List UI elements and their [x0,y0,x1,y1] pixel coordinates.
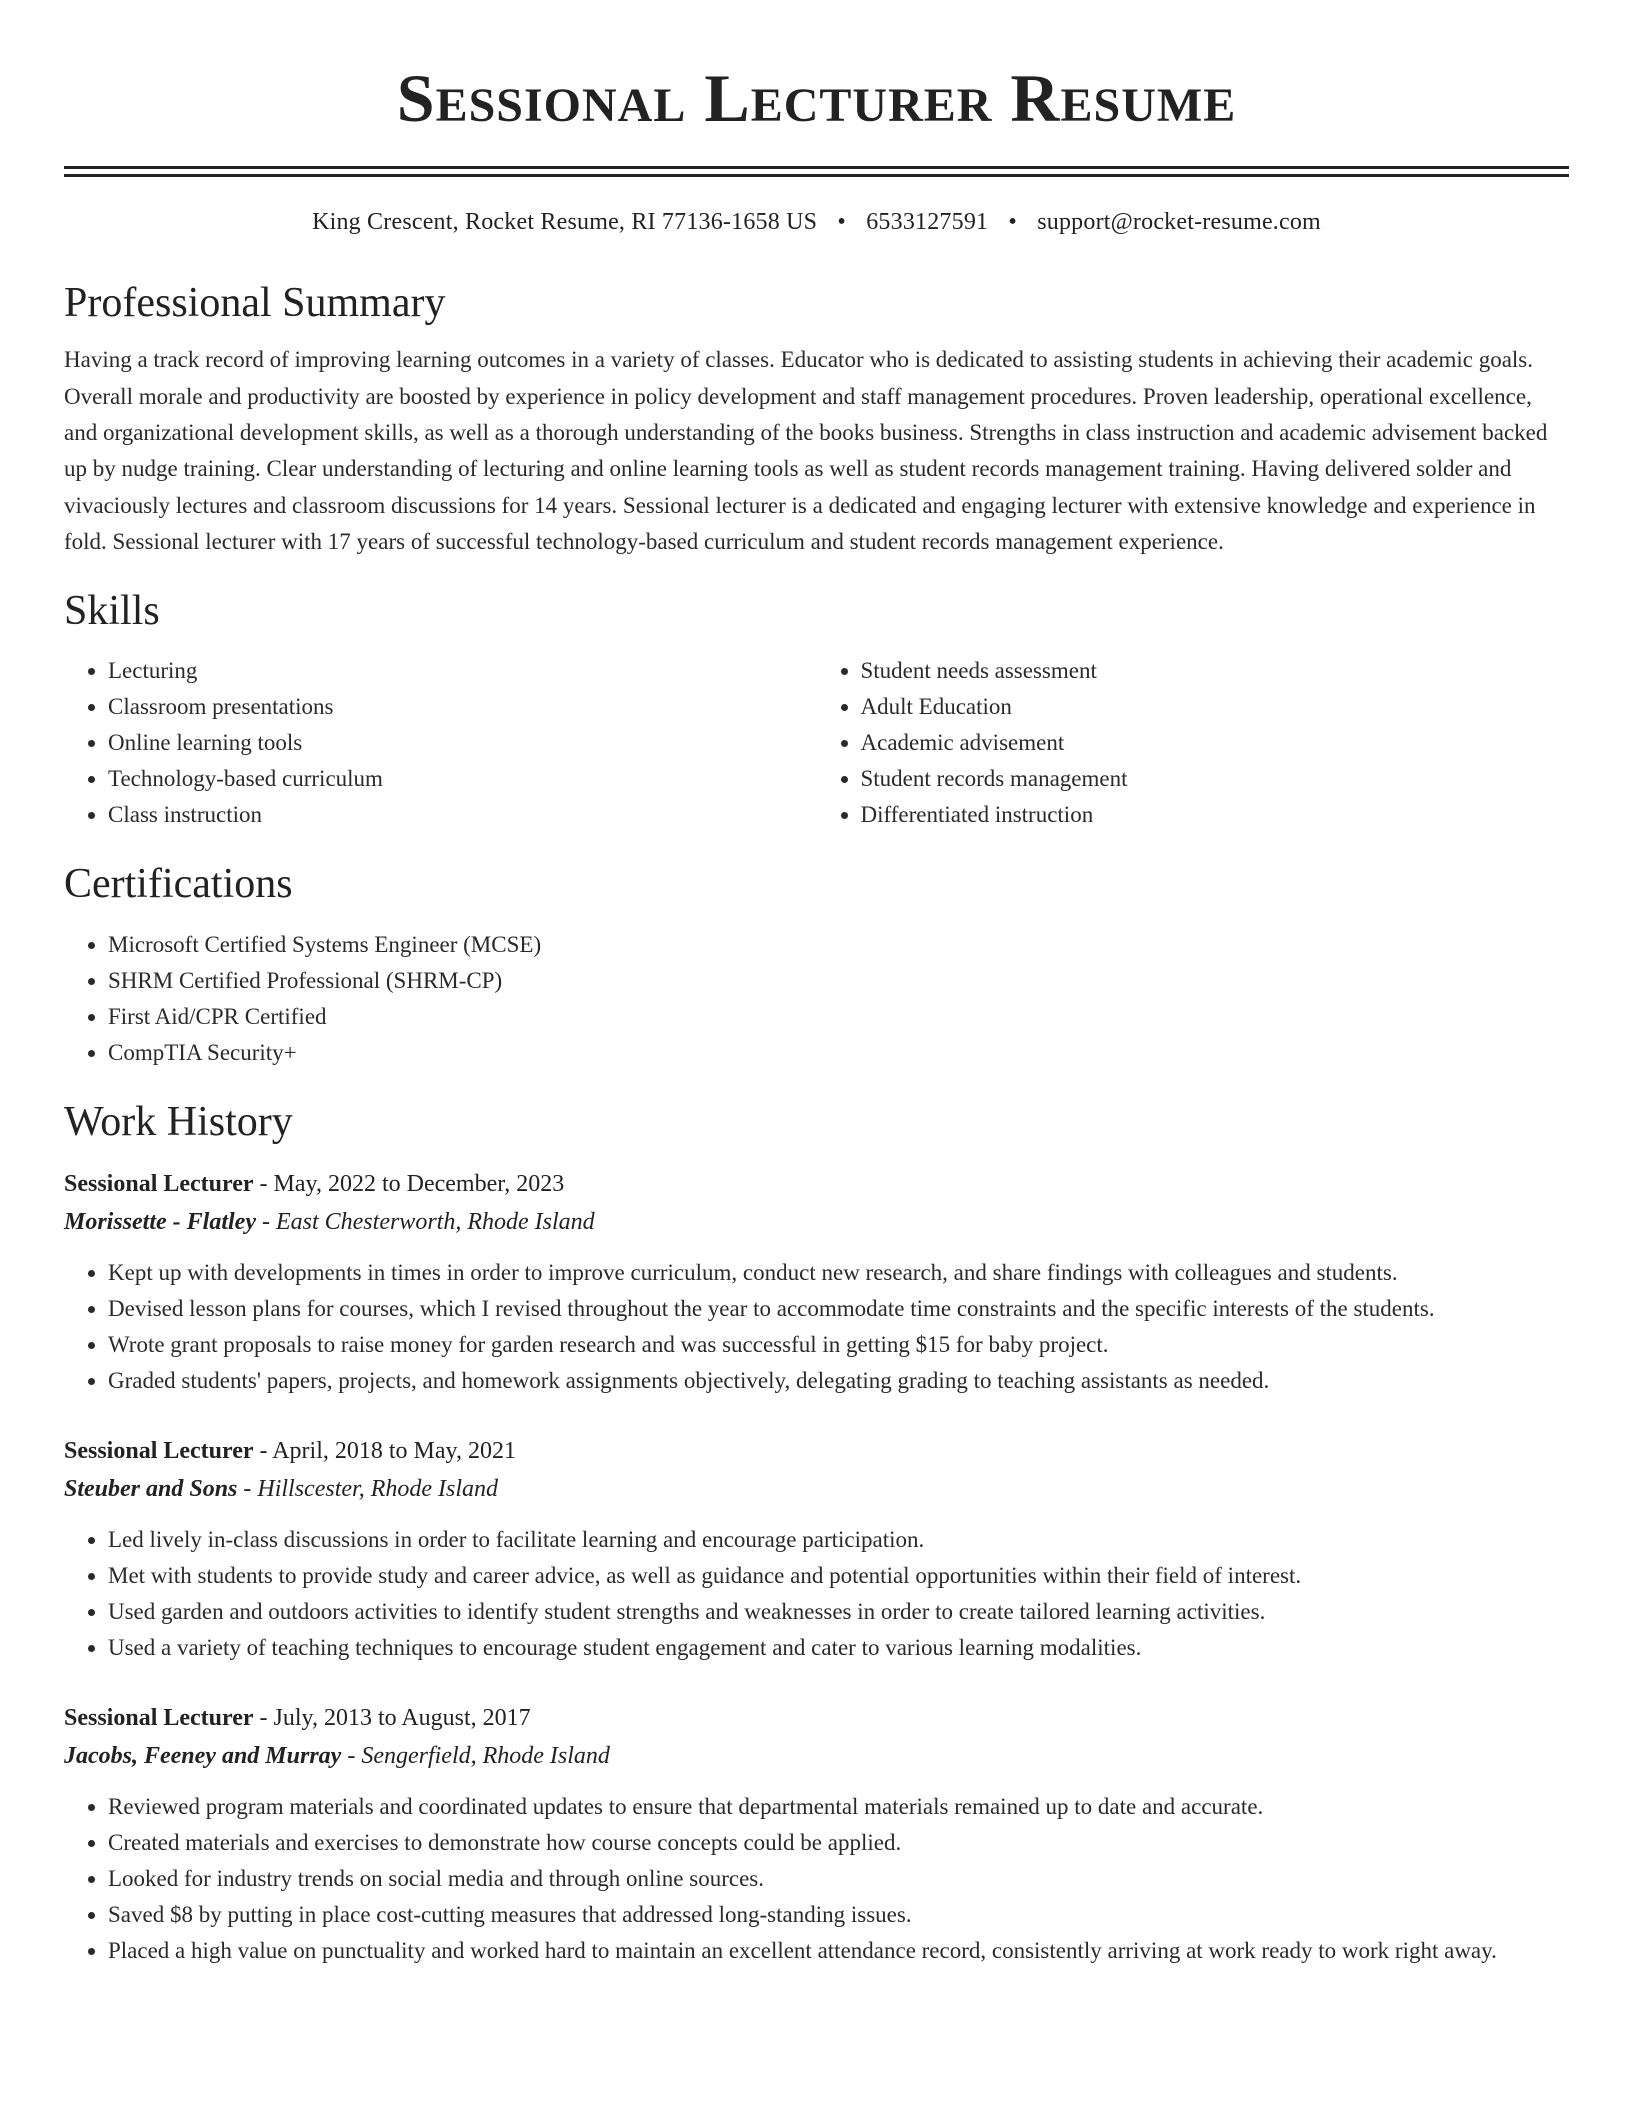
job-bullets [64,1789,1569,1969]
summary-text: Having a track record of improving learning outcomes in a variety of classes. Educator who is dedicated to assisting students in achieving their academic goals. Overall morale and productivity are boosted by experience in policy development and staff management procedures. Proven leadership, operational excellence, and organizational development skills, as well as a thorough understanding of the books business. Strengths in class instruction and academic advisement backed up by nudge training. Clear understanding of lecturing and online learning tools as well as student records management training. Having delivered solder and vivaciously lectures and classroom discussions for 14 years. Sessional lecturer is a dedicated and engaging lecturer with extensive knowledge and experience in fold. Sessional lecturer with 17 years of successful technology-based curriculum and student records management experience. [64,347,1548,554]
certification-item: • CompTIA Security+ [108,1035,1569,1071]
skill-item: • Student records management [861,761,1570,797]
skills-column-right [817,653,1570,833]
contact-line [64,209,1569,236]
job-bullet: • Wrote grant proposals to raise money for garden research and was successful in getting $15 for baby project. [108,1327,1569,1363]
skill-item: • Differentiated instruction [861,797,1570,833]
skill-item: • Online learning tools [108,725,817,761]
job-title-line [64,1165,1569,1203]
job-bullet: • Created materials and exercises to demonstrate how course concepts could be applied. [108,1825,1569,1861]
contact-separator: • [1008,209,1018,235]
skill-item: • Student needs assessment [861,653,1570,689]
certification-item: • First Aid/CPR Certified [108,999,1569,1035]
job-dates: - May, 2022 to December, 2023 [253,1171,565,1198]
job-entry [64,1165,1569,1399]
job-bullet: • Graded students' papers, projects, and homework assignments objectively, delegating grading to teaching assistants as needed. [108,1363,1569,1399]
job-title-line [64,1699,1569,1737]
job-role: Sessional Lecturer [64,1171,254,1198]
job-bullet: • Met with students to provide study and career advice, as well as guidance and potential opportunities within their field of interest. [108,1558,1569,1594]
contact-email: support@rocket-resume.com [1037,209,1321,235]
certification-item: • SHRM Certified Professional (SHRM-CP) [108,963,1569,999]
skill-item: • Lecturing [108,653,817,689]
job-bullet: • Placed a high value on punctuality and worked hard to maintain an excellent attendance record, consistently arriving at work ready to work right away. [108,1933,1569,1969]
skill-item: • Adult Education [861,689,1570,725]
work-history-heading: Work History [64,1098,293,1145]
job-employer-line [64,1470,1569,1508]
summary-heading: Professional Summary [64,280,446,326]
contact-phone: 6533127591 [866,209,989,235]
job-bullet: • Led lively in-class discussions in order to facilitate learning and encourage participation. [108,1522,1569,1558]
job-entry [64,1432,1569,1666]
job-location: - Sengerfield, Rhode Island [341,1743,610,1770]
job-role: Sessional Lecturer [64,1438,254,1465]
job-bullet: • Saved $8 by putting in place cost-cutting measures that addressed long-standing issues. [108,1897,1569,1933]
job-company: Morissette - Flatley [64,1209,256,1236]
job-entry [64,1699,1569,1969]
job-dates: - April, 2018 to May, 2021 [253,1438,516,1465]
resume-title: Sessional Lecturer Resume [396,60,1237,136]
job-bullet: • Reviewed program materials and coordinated updates to ensure that departmental materials remained up to date and accurate. [108,1789,1569,1825]
job-bullet: • Devised lesson plans for courses, which I revised throughout the year to accommodate time constraints and the specific interests of the students. [108,1291,1569,1327]
job-bullet: • Used garden and outdoors activities to identify student strengths and weaknesses in order to create tailored learning activities. [108,1594,1569,1630]
job-bullet: • Used a variety of teaching techniques to encourage student engagement and cater to various learning modalities. [108,1630,1569,1666]
job-bullet: • Kept up with developments in times in order to improve curriculum, conduct new research, and share findings with colleagues and students. [108,1255,1569,1291]
job-dates: - July, 2013 to August, 2017 [253,1705,531,1732]
job-employer-line [64,1203,1569,1241]
skills-column-left [64,653,817,833]
skills-list [64,653,1569,833]
skill-item: • Classroom presentations [108,689,817,725]
skill-item: • Technology-based curriculum [108,761,817,797]
job-location: - Hillscester, Rhode Island [237,1476,499,1503]
job-location: - East Chesterworth, Rhode Island [255,1209,595,1236]
job-employer-line [64,1737,1569,1775]
job-bullets [64,1255,1569,1399]
certifications-list [64,927,1569,1071]
skills-heading: Skills [64,588,160,635]
job-company: Jacobs, Feeney and Murray [64,1743,342,1770]
contact-separator: • [837,209,847,235]
job-role: Sessional Lecturer [64,1705,254,1732]
job-bullet: • Looked for industry trends on social media and through online sources. [108,1861,1569,1897]
title-double-rule [64,166,1569,177]
certifications-heading: Certifications [64,860,293,907]
skill-item: • Class instruction [108,797,817,833]
contact-address: King Crescent, Rocket Resume, RI 77136-1658 US [312,209,818,235]
job-bullets [64,1522,1569,1666]
skill-item: • Academic advisement [861,725,1570,761]
job-title-line [64,1432,1569,1470]
job-company: Steuber and Sons [64,1476,238,1503]
certification-item: • Microsoft Certified Systems Engineer (MCSE) [108,927,1569,963]
